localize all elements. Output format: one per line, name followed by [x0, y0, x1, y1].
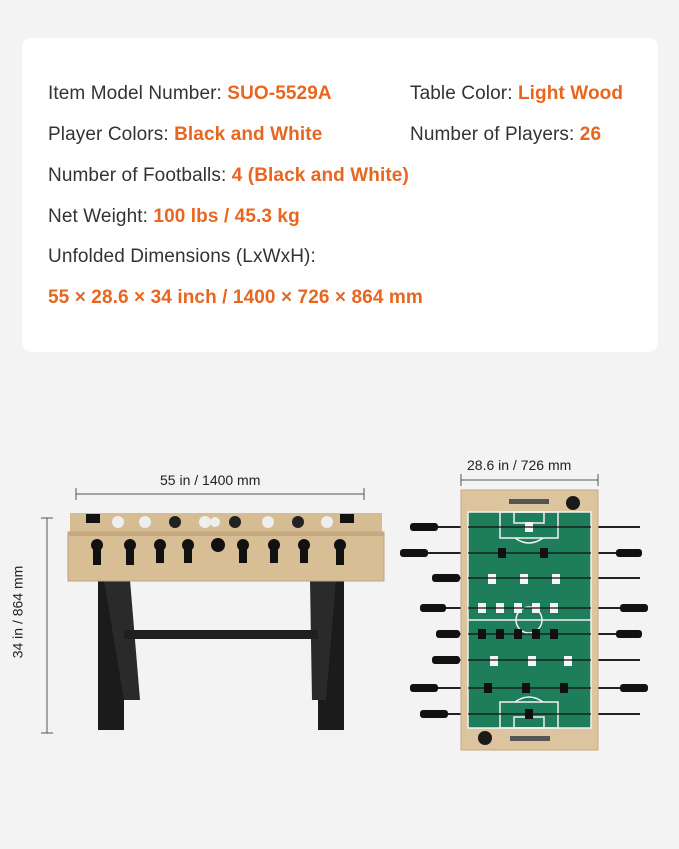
spec-number-of-players: Number of Players: 26	[410, 124, 602, 145]
spec-model-number: Item Model Number: SUO-5529A	[48, 83, 332, 104]
spec-number-of-footballs: Number of Footballs: 4 (Black and White)	[48, 165, 409, 186]
width-dimension-line	[461, 474, 598, 486]
spec-dimensions-label: Unfolded Dimensions (LxWxH):	[48, 246, 316, 267]
length-dimension-line	[76, 488, 364, 500]
spec-dimensions-value: 55 × 28.6 × 34 inch / 1400 × 726 × 864 mm	[48, 287, 423, 308]
height-dimension-label: 34 in / 864 mm	[9, 565, 26, 659]
spec-table-color: Table Color: Light Wood	[410, 83, 624, 104]
spec-player-colors: Player Colors: Black and White	[48, 124, 323, 145]
foosball-table-top-view	[400, 490, 648, 750]
height-dimension-line	[41, 518, 53, 733]
spec-net-weight: Net Weight: 100 lbs / 45.3 kg	[48, 206, 300, 227]
foosball-table-side-view	[68, 513, 384, 730]
width-dimension-label: 28.6 in / 726 mm	[467, 457, 572, 473]
length-dimension-label: 55 in / 1400 mm	[160, 472, 261, 488]
